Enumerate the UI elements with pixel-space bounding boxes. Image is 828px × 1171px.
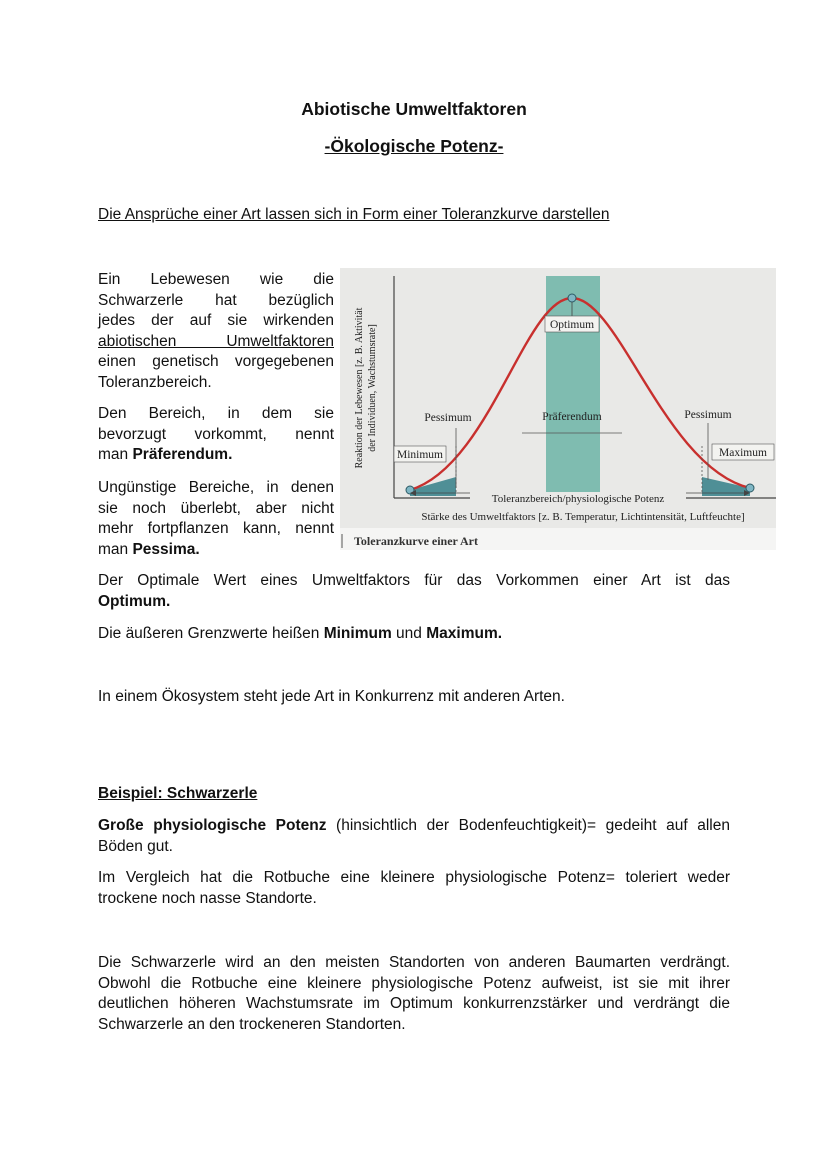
limits-text: Die äußeren Grenzwerte heißen — [98, 625, 324, 642]
example1-line: Böden gut. — [98, 837, 173, 855]
maximum-label: Maximum — [719, 447, 767, 459]
term-optimum: Optimum. — [98, 592, 171, 610]
limits-text: und — [391, 625, 427, 642]
para-optimum — [98, 571, 730, 612]
para1-line: einen genetisch vorgegebenen — [98, 353, 334, 370]
para-competition: In einem Ökosystem steht jede Art in Konkurrenz mit anderen Arten. — [98, 688, 565, 705]
para2-text: man — [98, 446, 133, 463]
optimum-line: Der Optimale Wert eines Umweltfaktors für das Vorkommen einer Art ist das — [98, 572, 730, 589]
para1-line: Ein Lebewesen wie die — [98, 271, 334, 288]
term-pessima: Pessima. — [132, 540, 200, 558]
example3-line: Die Schwarzerle wird an den meisten Standorten von anderen Baumarten verdrängt. — [98, 954, 730, 971]
example1-line — [98, 816, 730, 837]
praeferendum-band — [546, 276, 600, 497]
term-maximum: Maximum. — [426, 625, 503, 642]
tolerance-curve-svg — [340, 268, 776, 550]
para-limits — [98, 625, 502, 643]
term-physiologische-potenz: Große physiologische Potenz — [98, 817, 327, 834]
example2-line: trockene noch nasse Standorte. — [98, 889, 317, 907]
para3-text: man — [98, 540, 133, 558]
para3-line: sie noch überlebt, aber nicht — [98, 499, 334, 517]
para3-line — [98, 540, 334, 561]
minimum-label: Minimum — [396, 449, 444, 461]
example-paragraph-3 — [98, 953, 730, 1035]
example3-line: Schwarzerle an den trockeneren Standorten. — [98, 1015, 406, 1033]
page-subtitle: -Ökologische Potenz- — [324, 136, 504, 156]
para3-line: Ungünstige Bereiche, in denen — [98, 479, 334, 496]
y-axis-label-line2: der Individuen, Wachstumsrate] — [367, 324, 378, 452]
tolerance-curve-figure — [340, 268, 776, 550]
para2-line — [98, 445, 334, 466]
para-toleranzbereich — [98, 270, 334, 393]
term-praeferendum: Präferendum. — [132, 446, 233, 463]
tolerance-label: Toleranzbereich/physiologische Potenz — [491, 493, 665, 505]
para1-line-underlined: abiotischen Umweltfaktoren — [98, 332, 334, 350]
maximum-point — [746, 484, 754, 492]
para1-line: Schwarzerle hat bezüglich — [98, 291, 334, 309]
optimum-point — [568, 294, 576, 302]
para3-line: mehr fortpflanzen kann, nennt — [98, 520, 334, 537]
praeferendum-label: Präferendum — [542, 411, 602, 423]
para1-line: jedes der auf sie wirkenden — [98, 312, 334, 329]
example1-text: (hinsichtlich der Bodenfeuchtigkeit)= gedeiht auf allen — [326, 817, 730, 834]
page-title: Abiotische Umweltfaktoren — [301, 99, 527, 119]
para-pessima — [98, 478, 334, 560]
example-paragraph-2 — [98, 868, 730, 909]
para2-line: bevorzugt vorkommt, nennt — [98, 425, 334, 443]
term-minimum: Minimum — [323, 625, 392, 642]
para1-line: Toleranzbereich. — [98, 373, 212, 391]
y-axis-label-line1: Reaktion der Lebewesen [z. B. Aktivität — [354, 307, 365, 469]
example3-line: deutlichen höheren Wachstumsrate im Optimum konkurrenzstärker und verdrängt die — [98, 995, 730, 1012]
pessimum-left-label: Pessimum — [424, 412, 472, 424]
intro-text: Die Ansprüche einer Art lassen sich in Form einer Toleranzkurve darstellen — [98, 206, 610, 223]
x-axis-label: Stärke des Umweltfaktors [z. B. Temperatur, Lichtintensität, Luftfeuchte] — [421, 511, 745, 523]
example3-line: Obwohl die Rotbuche eine kleinere physiologische Potenz aufweist, ist sie mit ihrer — [98, 974, 730, 992]
example2-line: Im Vergleich hat die Rotbuche eine kleinere physiologische Potenz= toleriert weder — [98, 869, 730, 886]
pessimum-right-label: Pessimum — [684, 409, 732, 421]
para2-line: Den Bereich, in dem sie — [98, 405, 334, 422]
optimum-label: Optimum — [549, 319, 595, 331]
para-praeferendum — [98, 404, 334, 466]
figure-caption: Toleranzkurve einer Art — [354, 534, 478, 548]
example-paragraph-1 — [98, 816, 730, 857]
example-heading: Beispiel: Schwarzerle — [98, 785, 258, 802]
